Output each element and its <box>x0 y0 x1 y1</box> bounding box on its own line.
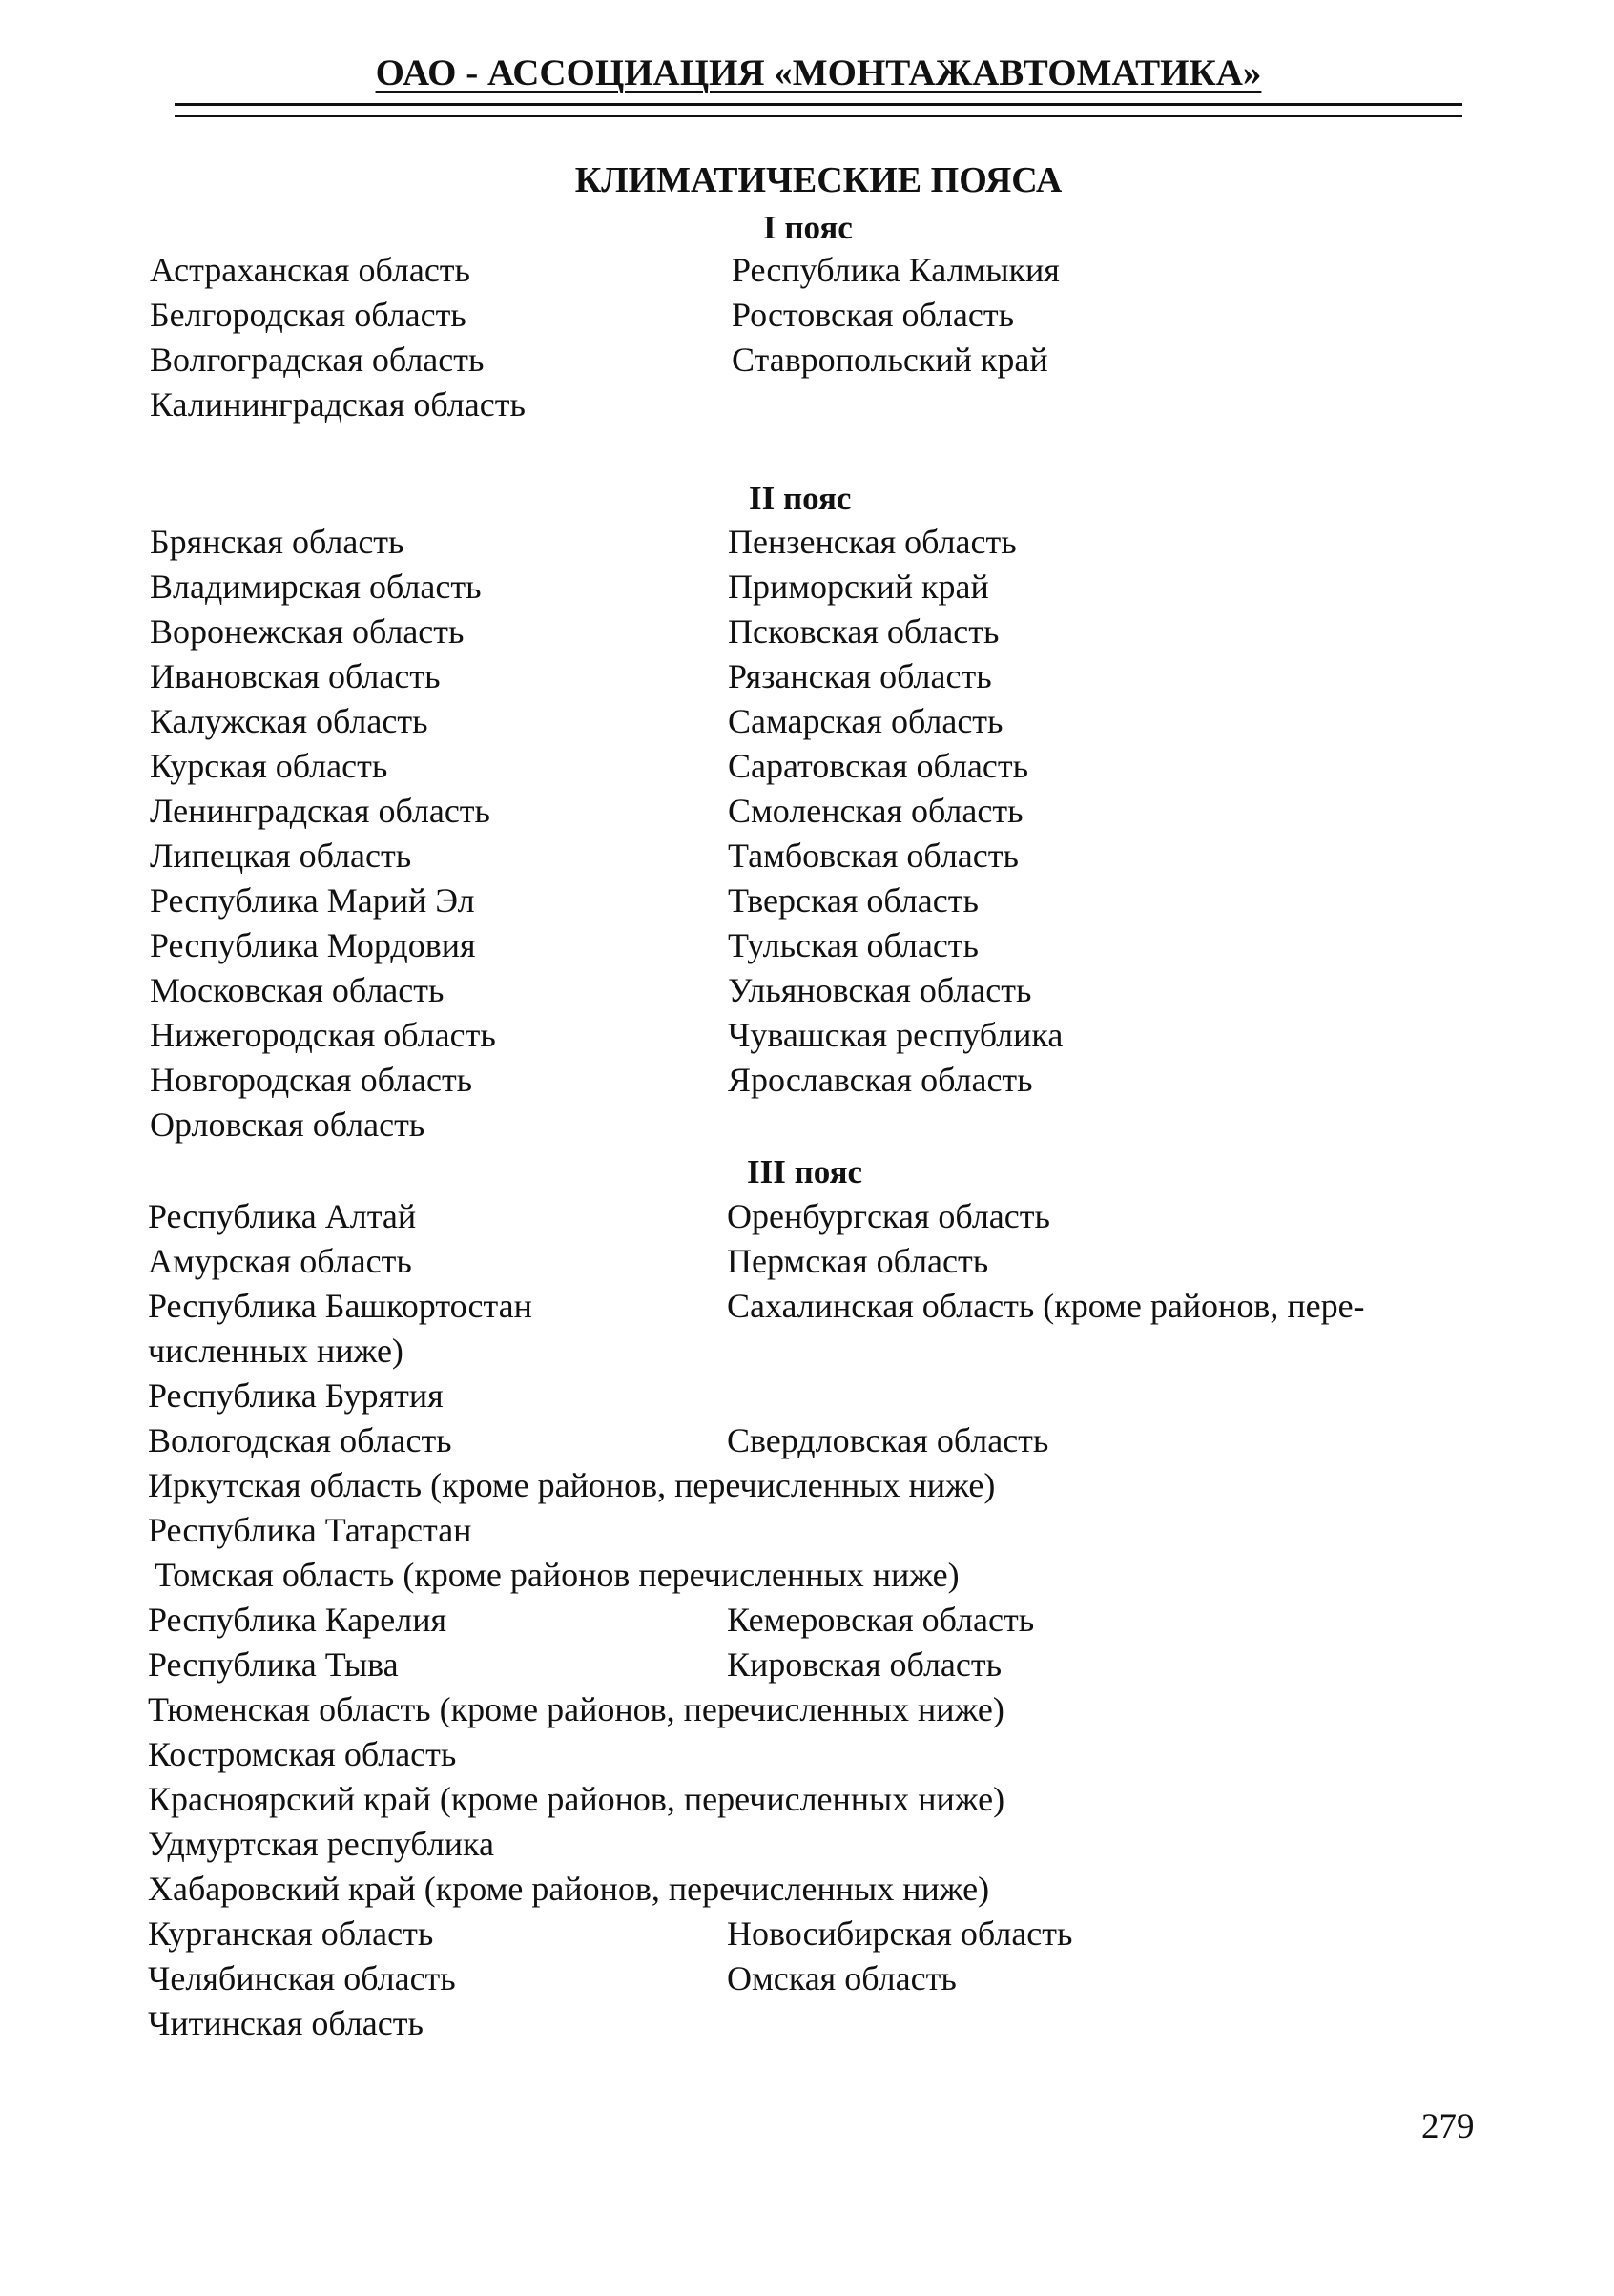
zone-2-title: II пояс <box>749 480 852 517</box>
zone-1-title: I пояс <box>763 209 853 246</box>
zone-3-line: Тюменская область (кроме районов, перечисленных ниже) <box>148 1690 1004 1728</box>
zone-1-left-item: Волгоградская область <box>150 341 485 379</box>
zone-3-line: Республика Тыва <box>148 1645 399 1684</box>
document-title: КЛИМАТИЧЕСКИЕ ПОЯСА <box>574 160 1063 200</box>
zone-2-left-item: Ленинградская область <box>150 792 490 830</box>
zone-3-line: Оренбургская область <box>727 1197 1050 1235</box>
zone-3-line: численных ниже) <box>148 1332 404 1370</box>
zone-2-right-item: Самарская область <box>728 702 1004 740</box>
zone-2-right-item: Чувашская республика <box>728 1016 1064 1054</box>
zone-2-left-item: Московская область <box>150 971 445 1009</box>
zone-3-line: Омская область <box>727 1959 957 1997</box>
zone-2-left-item: Республика Марий Эл <box>150 881 475 920</box>
zone-2-right-item: Ярославская область <box>728 1061 1033 1099</box>
zone-1-left-item: Белгородская область <box>150 296 466 334</box>
zone-2-left-item: Нижегородская область <box>150 1016 496 1054</box>
zone-2-left-item: Республика Мордовия <box>150 926 476 964</box>
zone-3-line: Читинская область <box>148 2004 424 2042</box>
zone-1-right-item: Ростовская область <box>732 296 1014 334</box>
zone-2-left-item: Брянская область <box>150 523 404 561</box>
zone-3-title: III пояс <box>747 1153 863 1190</box>
page-number: 279 <box>1421 2107 1475 2146</box>
zone-3-line: Республика Алтай <box>148 1197 417 1235</box>
zone-3-line: Красноярский край (кроме районов, перечисленных ниже) <box>148 1780 1005 1818</box>
zone-3-line: Республика Башкортостан <box>148 1287 532 1325</box>
zone-2-right-item: Саратовская область <box>728 747 1029 785</box>
zone-3-line: Амурская область <box>148 1242 412 1280</box>
zone-3-line: Сахалинская область (кроме районов, пере- <box>727 1287 1365 1325</box>
zone-3-line: Республика Татарстан <box>148 1511 472 1549</box>
zone-2-left-item: Калужская область <box>150 702 428 740</box>
zone-2-right-item: Ульяновская область <box>728 971 1032 1009</box>
zone-2-left-item: Воронежская область <box>150 612 465 651</box>
zone-2-right-item: Приморский край <box>728 568 989 606</box>
zone-2-right-item: Тверская область <box>728 881 979 920</box>
zone-2-right-item: Смоленская область <box>728 792 1024 830</box>
zone-2-right-item: Псковская область <box>728 612 1000 651</box>
zone-2-right-item: Рязанская область <box>728 657 992 695</box>
zone-2-left-item: Орловская область <box>150 1106 425 1144</box>
zone-2-left-item: Ивановская область <box>150 657 441 695</box>
zone-3-line: Республика Бурятия <box>148 1376 444 1415</box>
zone-3-line: Кемеровская область <box>727 1601 1035 1639</box>
zone-3-line: Томская область (кроме районов перечисленных ниже) <box>155 1556 960 1594</box>
header-rule <box>175 103 1462 117</box>
zone-3-line: Костромская область <box>148 1735 457 1773</box>
zone-2-left-item: Владимирская область <box>150 568 482 606</box>
zone-3-line: Курганская область <box>148 1914 434 1953</box>
zone-2-right-item: Тамбовская область <box>728 837 1019 875</box>
zone-3-line: Иркутская область (кроме районов, перечисленных ниже) <box>148 1466 996 1504</box>
zone-2-left-item: Новгородская область <box>150 1061 473 1099</box>
zone-1-right-item: Ставропольский край <box>732 341 1048 379</box>
zone-3-line: Кировская область <box>727 1645 1003 1684</box>
zone-3-line: Новосибирская область <box>727 1914 1073 1953</box>
zone-3-line: Хабаровский край (кроме районов, перечисленных ниже) <box>148 1870 990 1908</box>
zone-3-line: Вологодская область <box>148 1421 452 1459</box>
zone-3-line: Челябинская область <box>148 1959 456 1997</box>
zone-2-right-item: Пензенская область <box>728 523 1017 561</box>
zone-3-line: Свердловская область <box>727 1421 1049 1459</box>
zone-1-left-item: Калининградская область <box>150 385 526 424</box>
zone-3-line: Пермская область <box>727 1242 989 1280</box>
zone-2-right-item: Тульская область <box>728 926 979 964</box>
zone-3-line: Удмуртская республика <box>148 1825 494 1863</box>
zone-1-right-item: Республика Калмыкия <box>732 251 1060 289</box>
zone-2-left-item: Курская область <box>150 747 388 785</box>
header-title: ОАО - АССОЦИАЦИЯ «МОНТАЖАВТОМАТИКА» <box>375 52 1262 93</box>
zone-3-line: Республика Карелия <box>148 1601 447 1639</box>
zone-1-left-item: Астраханская область <box>150 251 470 289</box>
zone-2-left-item: Липецкая область <box>150 837 412 875</box>
